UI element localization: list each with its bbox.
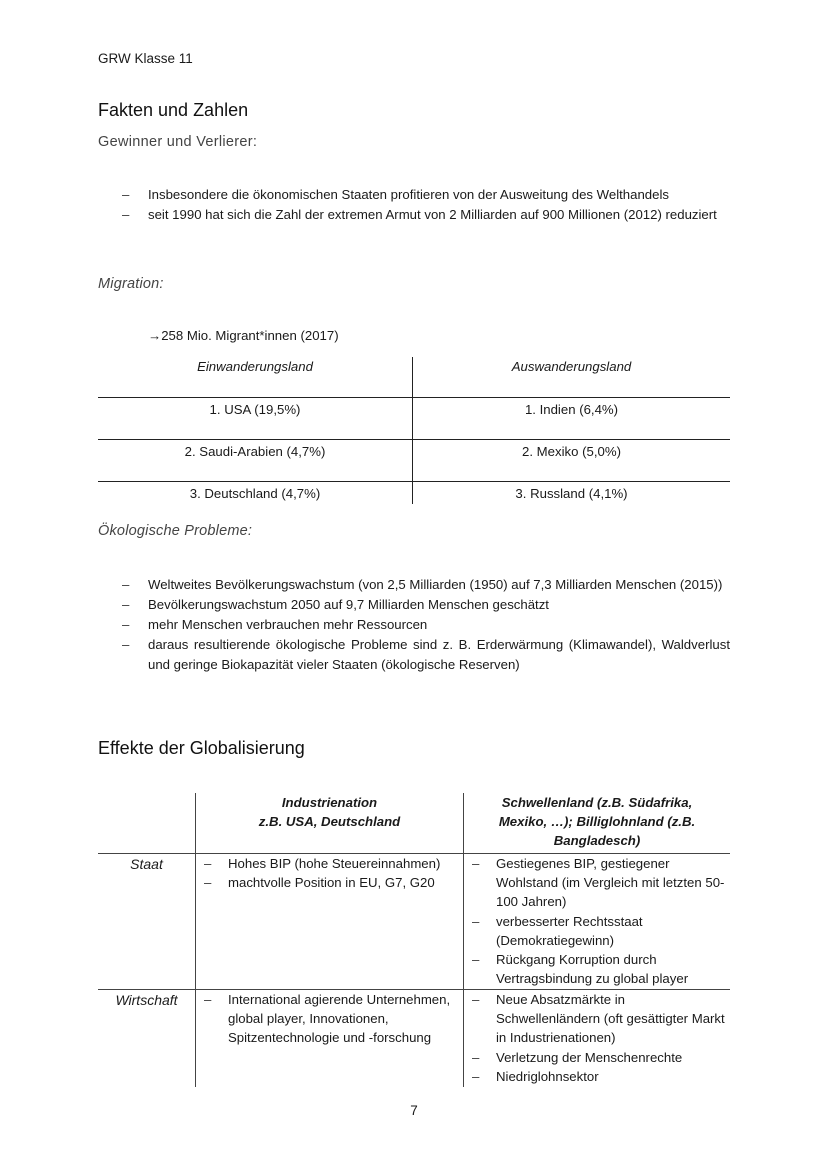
gewinner-list [122,185,730,225]
list-item: – Bevölkerungswachstum 2050 auf 9,7 Milliarden Menschen geschätzt [122,595,730,615]
header-line: Industrienation [281,795,378,810]
row-label: Wirtschaft [98,990,196,1088]
section-title-fakten: Fakten und Zahlen [98,100,249,120]
page-number: 7 [410,1103,418,1118]
row-label: Staat [98,854,196,990]
list-item: – Verletzung der Menschenrechte [472,1048,730,1067]
list-item: – daraus resultierende ökologische Probleme sind z. B. Erderwärmung (Klimawandel), Waldverlust und geringe Biokapazität vieler Staaten (ökologische Reserven) [122,635,730,675]
table-cell [464,990,731,1088]
oekologie-list [122,575,730,675]
table-cell: 3. Russland (4,1%) [413,482,731,505]
header-line: z.B. USA, Deutschland [258,814,401,830]
list-item: – verbesserter Rechtsstaat (Demokratiegewinn) [472,912,730,950]
page-header: GRW Klasse 11 [98,51,193,66]
table-row-staat [98,854,730,990]
effects-table [98,793,730,1087]
list-item: – Gestiegenes BIP, gestiegener Wohlstand (im Vergleich mit letzten 50-100 Jahren) [472,854,730,912]
list-item: – seit 1990 hat sich die Zahl der extremen Armut von 2 Milliarden auf 900 Millionen (2012) reduziert [122,205,730,225]
table-cell: 3. Deutschland (4,7%) [98,482,413,505]
subheading-gewinner: Gewinner und Verlierer: [98,134,258,150]
column-header-empty [98,793,196,854]
list-item: – International agierende Unternehmen, global player, Innovationen, Spitzentechnologie und -forschung [204,990,463,1048]
list-item: – Rückgang Korruption durch Vertragsbindung zu global player [472,950,730,988]
table-row [98,440,730,482]
column-header-einwanderung: Einwanderungsland [98,357,413,398]
column-header-auswanderung: Auswanderungsland [511,359,632,374]
table-row-wirtschaft [98,990,730,1088]
table-cell [196,854,464,990]
table-cell: 1. Indien (6,4%) [413,398,731,440]
table-row [98,482,730,505]
table-cell: 2. Mexiko (5,0%) [413,440,731,482]
subheading-oekologie: Ökologische Probleme: [98,523,253,539]
section-title-effekte: Effekte der Globalisierung [98,738,305,758]
table-cell: 1. USA (19,5%) [98,398,413,440]
list-item: – machtvolle Position in EU, G7, G20 [204,873,463,892]
list-item: – Insbesondere die ökonomischen Staaten profitieren von der Ausweitung des Welthandels [122,185,730,205]
table-cell [196,990,464,1088]
list-item: – Weltweites Bevölkerungswachstum (von 2,5 Milliarden (1950) auf 7,3 Milliarden Menschen (2015)) [122,575,730,595]
table-cell [464,854,731,990]
list-item: – Niedriglohnsektor [472,1067,730,1086]
list-item: – Neue Absatzmärkte in Schwellenländern (oft gesättigter Markt in Industrienationen) [472,990,730,1048]
table-row [98,398,730,440]
migrant-count: →258 Mio. Migrant*innen (2017) [148,328,339,343]
column-header-industrienation [196,793,464,854]
migration-table [98,357,730,504]
table-cell: 2. Saudi-Arabien (4,7%) [98,440,413,482]
subheading-migration: Migration: [98,276,164,292]
list-item: – mehr Menschen verbrauchen mehr Ressourcen [122,615,730,635]
column-header-schwellenland: Schwellenland (z.B. Südafrika, Mexiko, …); Billiglohnland (z.B. Bangladesch) [464,793,731,854]
list-item: – Hohes BIP (hohe Steuereinnahmen) [204,854,463,873]
